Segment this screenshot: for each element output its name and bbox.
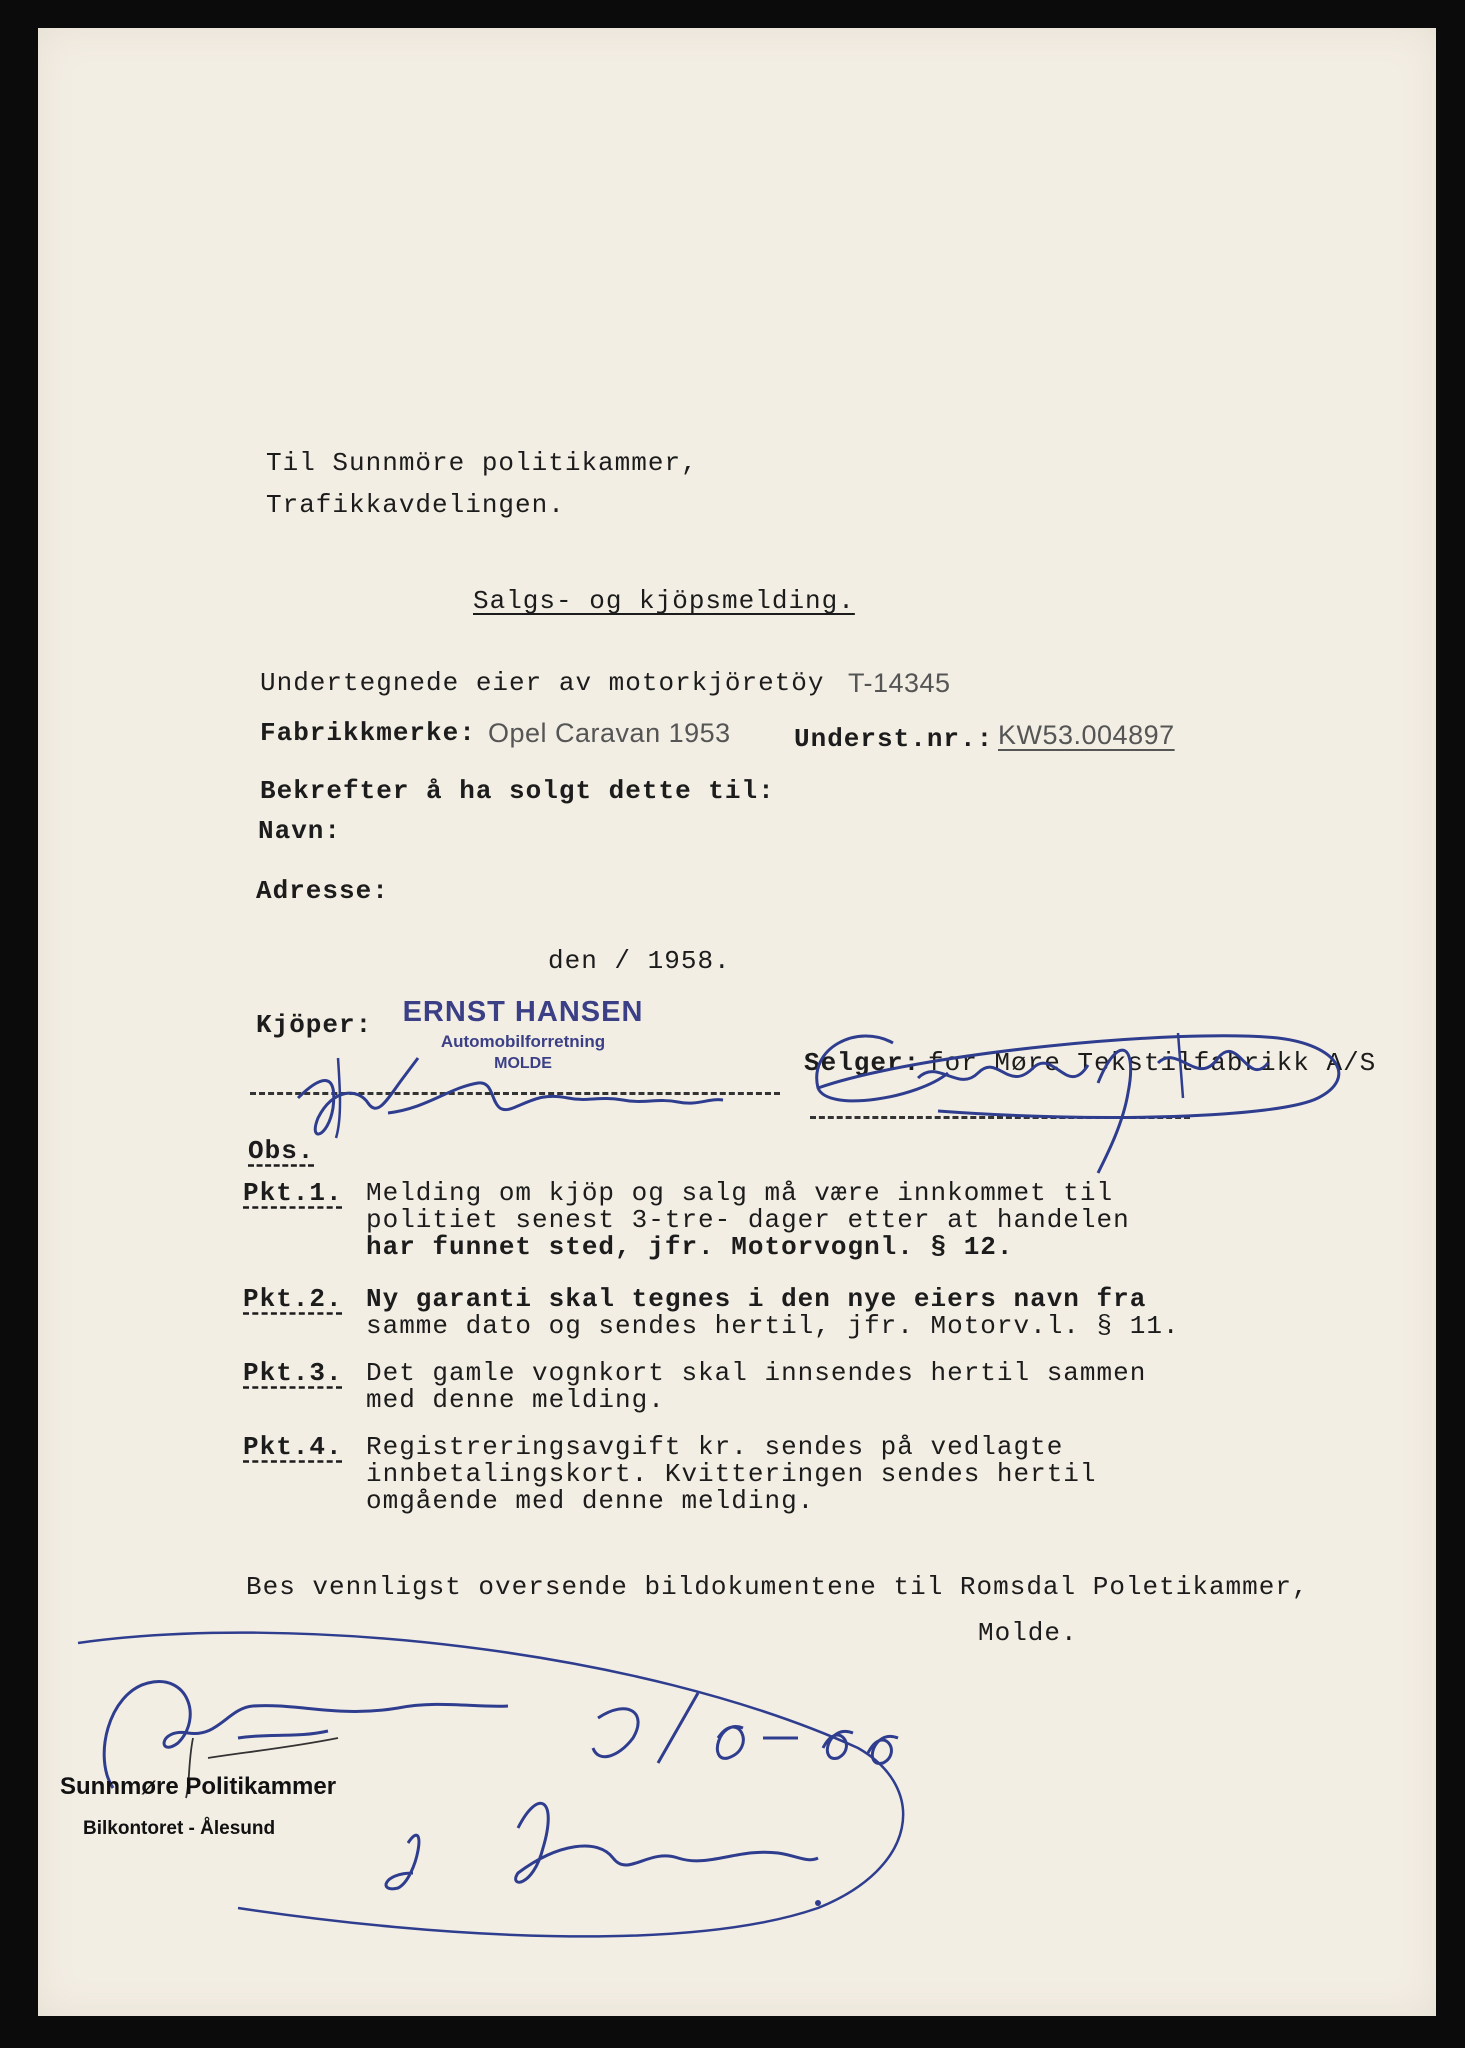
- point-2-text: [366, 1286, 1180, 1340]
- buyer-label: Kjöper:: [256, 1010, 373, 1040]
- point-2-label: Pkt.2.: [243, 1284, 343, 1314]
- make-value: Opel Caravan 1953: [488, 718, 731, 748]
- chassis-label: Underst.nr.:: [794, 724, 994, 754]
- document-title: Salgs- og kjöpsmelding.: [473, 586, 855, 616]
- point-3-label: Pkt.3.: [243, 1358, 343, 1388]
- make-label: Fabrikkmerke:: [260, 718, 476, 748]
- date-line-dot: .: [714, 946, 731, 976]
- date-line-text: den / 195: [548, 946, 698, 976]
- seller-signature: [798, 1003, 1358, 1183]
- point-4-line-1: Registreringsavgift kr. sendes på vedlagte: [366, 1432, 1064, 1462]
- point-2-line-2: samme dato og sendes hertil, jfr. Motorv.l. § 11.: [366, 1311, 1180, 1341]
- point-1-line-2: politiet senest 3-tre- dager etter at handelen: [366, 1205, 1130, 1235]
- point-1-line-1: Melding om kjöp og salg må være innkommet til: [366, 1178, 1114, 1208]
- point-1-text: [366, 1180, 1130, 1261]
- point-4-line-2: innbetalingskort. Kvitteringen sendes hertil: [366, 1459, 1097, 1489]
- obs-label: Obs.: [248, 1136, 315, 1166]
- point-1-label: Pkt.1.: [243, 1178, 343, 1208]
- seller-label: Selger:: [804, 1048, 921, 1078]
- handwritten-receipt-note: [38, 1588, 938, 1948]
- buyer-stamp-city: MOLDE: [494, 1055, 552, 1072]
- chassis-value: KW53.004897: [998, 720, 1175, 750]
- point-3-text: [366, 1360, 1146, 1414]
- recipient-line-1: Til Sunnmöre politikammer,: [266, 448, 698, 478]
- point-3-line-1: Det gamle vognkort skal innsendes hertil sammen: [366, 1358, 1147, 1388]
- closing-line-2: Molde.: [978, 1618, 1078, 1648]
- address-label: Adresse:: [256, 876, 389, 906]
- police-stamp-office: Bilkontoret - Ålesund: [83, 1818, 276, 1839]
- point-3-line-2: med denne melding.: [366, 1385, 665, 1415]
- date-year-digit: 8: [697, 946, 715, 976]
- buyer-stamp-business: Automobilforretning: [440, 1032, 606, 1051]
- point-4-text: [366, 1434, 1097, 1515]
- recipient-line-2: Trafikkavdelingen.: [266, 490, 565, 520]
- registration-number: T-14345: [848, 668, 951, 698]
- seller-value: for Møre Tekstilfabrikk A/S: [928, 1048, 1377, 1078]
- name-label: Navn:: [258, 816, 342, 846]
- point-1-line-3: har funnet sted, jfr. Motorvognl. § 12.: [366, 1232, 1014, 1262]
- buyer-signature: [278, 1038, 738, 1148]
- owner-line-label: Undertegnede eier av motorkjöretöy: [260, 668, 825, 698]
- date-line: [548, 946, 731, 976]
- confirm-line: Bekrefter å ha solgt dette til:: [260, 776, 775, 806]
- point-2-line-1: Ny garanti skal tegnes i den nye eiers navn fra: [366, 1284, 1147, 1314]
- point-4-line-3: omgående med denne melding.: [366, 1486, 815, 1516]
- point-4-label: Pkt.4.: [243, 1432, 343, 1462]
- buyer-stamp-name: ERNST HANSEN: [402, 996, 644, 1028]
- document-page: [38, 28, 1436, 2016]
- police-stamp-name: Sunnmøre Politikammer: [60, 1773, 337, 1800]
- closing-line-1: Bes vennligst oversende bildokumentene til Romsdal Poletikammer,: [246, 1572, 1309, 1602]
